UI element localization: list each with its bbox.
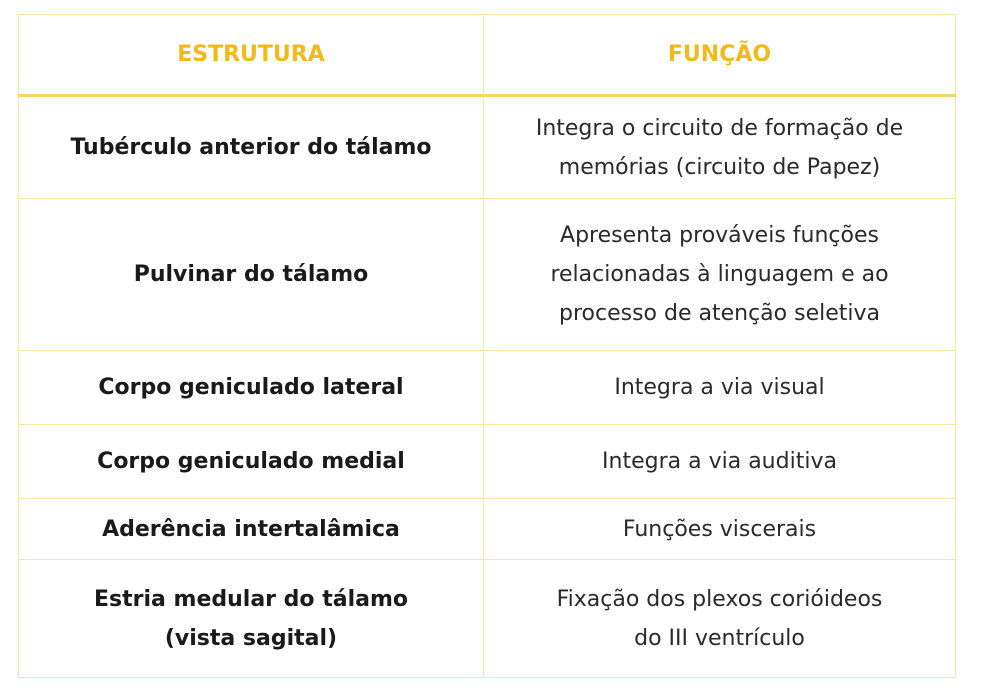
structure-cell — [19, 425, 484, 499]
table-row — [19, 425, 956, 499]
function-text: processo de atenção seletiva — [559, 301, 880, 326]
structure-function-table — [18, 14, 956, 678]
function-text: memórias (circuito de Papez) — [558, 154, 881, 180]
function-text: relacionadas à linguagem e ao — [550, 262, 889, 287]
table-header-row — [19, 15, 956, 96]
function-cell — [484, 199, 956, 351]
function-cell — [484, 425, 956, 499]
table-row — [19, 351, 956, 425]
function-text: do III ventrículo — [634, 625, 805, 651]
table-row — [19, 199, 956, 351]
header-structure: ESTRUTURA — [19, 15, 484, 96]
function-text: Integra a via visual — [614, 375, 825, 400]
table-row — [19, 96, 956, 199]
structure-text: Pulvinar do tálamo — [133, 262, 369, 287]
structure-text: Corpo geniculado medial — [97, 449, 405, 474]
function-text: Integra a via auditiva — [602, 449, 837, 474]
structure-cell — [19, 96, 484, 199]
structure-cell — [19, 560, 484, 678]
function-text: Apresenta prováveis funções — [560, 223, 879, 248]
function-text: Funções viscerais — [622, 516, 817, 542]
structure-text: Aderência intertalâmica — [102, 516, 400, 542]
function-cell — [484, 351, 956, 425]
header-function: FUNÇÃO — [484, 15, 956, 96]
structure-cell — [19, 499, 484, 560]
structure-text: Tubérculo anterior do tálamo — [70, 135, 432, 160]
structure-cell — [19, 199, 484, 351]
structure-text: (vista sagital) — [164, 625, 338, 651]
table-row — [19, 499, 956, 560]
structure-text: Estria medular do tálamo — [94, 586, 408, 612]
function-cell — [484, 96, 956, 199]
structure-text: Corpo geniculado lateral — [98, 375, 404, 400]
function-cell — [484, 560, 956, 678]
structure-cell — [19, 351, 484, 425]
table-row — [19, 560, 956, 678]
function-text: Integra o circuito de formação de — [535, 115, 904, 141]
function-cell — [484, 499, 956, 560]
function-text: Fixação dos plexos corióideos — [556, 586, 883, 612]
